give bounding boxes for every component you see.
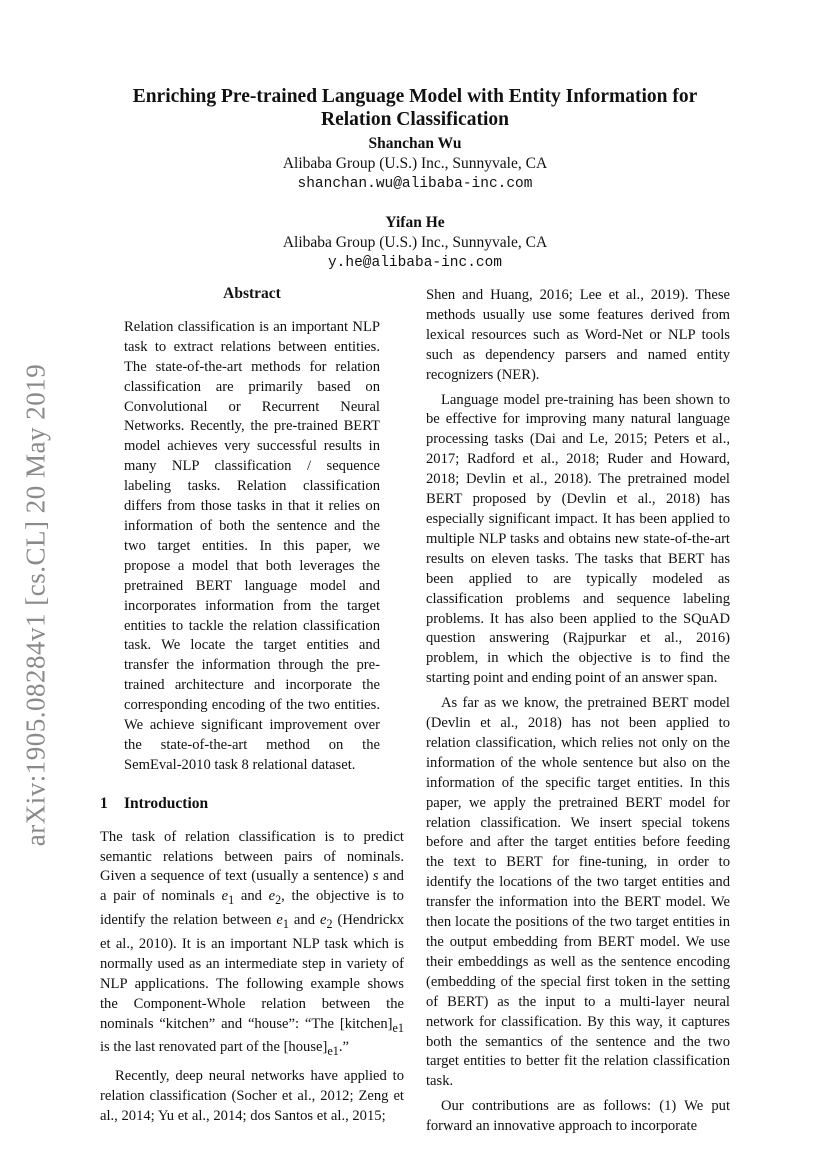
section-heading-introduction [100, 794, 404, 814]
arxiv-identifier: arXiv:1905.08284v1 [cs.CL] 20 May 2019 [20, 363, 51, 847]
body-paragraph: As far as we know, the pretrained BERT model (Devlin et al., 2018) has not been applied to relation classification, which relies not only on the information of the whole sentence but also on the information of the specific target entities. In this paper, we apply the pretrained BERT model for relation classification. We insert special tokens before and after the target entities before feeding the text to BERT for fine-tuning, in order to identify the locations of the two target entities and transfer the information into the BERT model. We then locate the positions of the two target entities in the output embedding from BERT model. We use their embeddings as well as the sentence encoding (embedding of the special first token in the setting of BERT) as the input to a multi-layer neural network for classification. By this way, it captures both the semantics of the sentence and the two target entities to better fit the relation classification task. [426, 695, 730, 1090]
author-affiliation: Alibaba Group (U.S.) Inc., Sunnyvale, CA [282, 234, 548, 251]
abstract-body [100, 318, 404, 776]
body-paragraph: Our contributions are as follows: (1) We put forward an innovative approach to incorporate [426, 1098, 730, 1135]
abstract-text: Relation classification is an important NLP task to extract relations between entities. The state-of-the-art methods for relation classification are primarily based on Convolutional or Recurrent Neural Networks. Recently, the pre-trained BERT model achieves very successful results in many NLP classification / sequence labeling tasks. Relation classification differs from those tasks in that it relies on information of both the sentence and the two target entities. In this paper, we propose a model that both leverages the pretrained BERT language model and incorporates information from the target entities to tackle the relation classification task. We locate the target entities and transfer the information through the pre-trained architecture and incorporate the corresponding encoding of the two entities. We achieve significant improvement over the state-of-the-art method on the SemEval-2010 task 8 relational dataset. [124, 318, 380, 773]
left-column [100, 284, 404, 1127]
author-email: y.he@alibaba-inc.com [327, 255, 503, 271]
intro-paragraph-1: The task of relation classification is to predict semantic relations between pairs of nominals. Given a sequence of text (usually a sentence) s and a pair of nominals $e_1$ and $e_2$, the objective is to identify the relation between $e_1$ and $e_2$ (Hendrickx et al., 2010). It is an important NLP task which is normally used as an intermediate step in variety of NLP applications. The following example shows the Component-Whole relation between the nominals “kitchen” and “house”: “The $[kitchen]_{e1}$ is the last renovated part of the $[house]_{e1}$.” [100, 828, 404, 1059]
body-paragraph: Shen and Huang, 2016; Lee et al., 2019). These methods usually use some features derived from lexical resources such as Word-Net or NLP tools such as dependency parsers and named entity recognizers (NER). [426, 287, 730, 383]
author-email: shanchan.wu@alibaba-inc.com [297, 176, 533, 192]
body-paragraph: Language model pre-training has been shown to be effective for improving many natural language processing tasks (Dai and Le, 2015; Peters et al., 2017; Radford et al., 2018; Ruder and Howard, 2018; Devlin et al., 2018). The pretrained model BERT proposed by (Devlin et al., 2018) has especially significant impact. It has been applied to multiple NLP tasks and obtains new state-of-the-art results on eleven tasks. The tasks that BERT has been applied to are typically modeled as classification problems and sequence labeling problems. It has also been applied to the SQuAD question answering (Rajpurkar et al., 2016) problem, in which the objective is to find the starting point and ending point of an answer span. [426, 391, 730, 687]
paper-title: Enriching Pre-trained Language Model with Entity Information for Relation Classification [132, 86, 698, 130]
author-block-1 [100, 134, 730, 194]
intro-paragraph-2: Recently, deep neural networks have applied to relation classification (Socher et al., 2012; Zeng et al., 2014; Yu et al., 2014; dos Santos et al., 2015; [100, 1068, 404, 1125]
author-name: Shanchan Wu [368, 135, 462, 152]
right-column [426, 286, 730, 1137]
author-affiliation: Alibaba Group (U.S.) Inc., Sunnyvale, CA [282, 155, 548, 172]
arxiv-identifier-sidebar [8, 355, 64, 855]
abstract-heading: Abstract [223, 285, 281, 302]
section-title: Introduction [124, 794, 209, 812]
section-number: 1 [100, 794, 108, 812]
author-block-2 [100, 213, 730, 273]
author-name: Yifan He [385, 214, 445, 231]
